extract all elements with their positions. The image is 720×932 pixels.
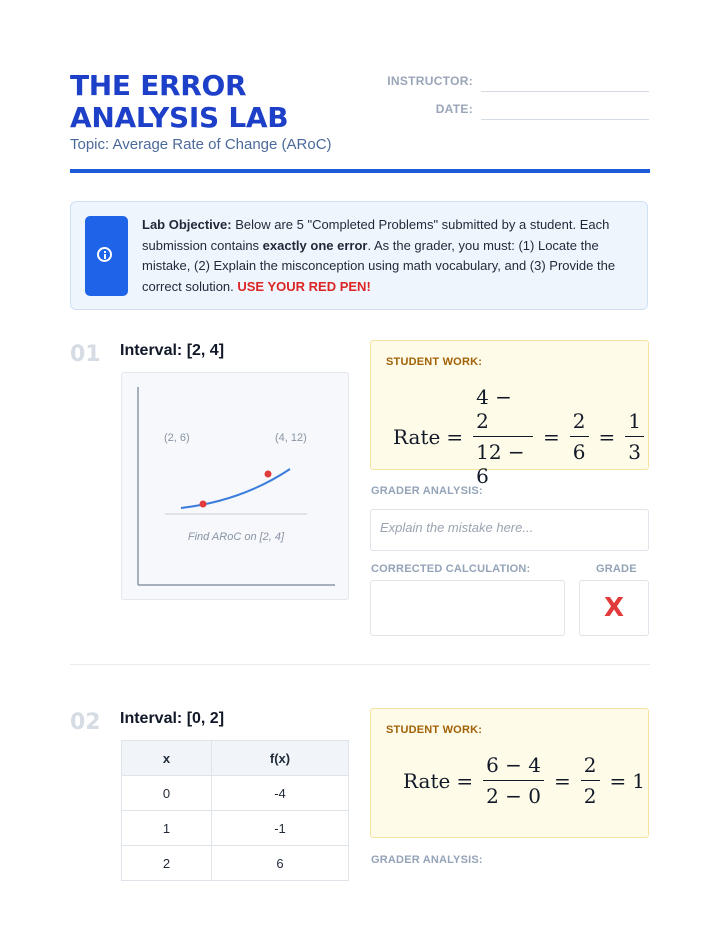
date-field[interactable] [481,119,649,120]
table-row [122,846,349,881]
table-cell: 0 [122,776,212,811]
eq-fraction-2 [570,409,589,464]
problem-divider [70,664,650,665]
eq-fraction-1 [483,753,544,808]
grader-analysis-label: GRADER ANALYSIS: [371,485,483,497]
eq-f1-denominator: 2 − 0 [483,780,544,808]
eq-lhs: Rate [393,424,441,449]
student-work-box [370,708,649,838]
point-a-label: (2, 6) [164,432,190,444]
table-header-x: x [122,741,212,776]
eq-sign: = [456,768,474,793]
function-table [121,740,349,881]
point-a [200,501,207,508]
eq-f2-denominator: 6 [570,436,589,464]
table-cell: -1 [212,811,349,846]
eq-fraction-2 [581,753,600,808]
graph-card [121,372,349,600]
eq-lhs: Rate [403,768,451,793]
instructor-field[interactable] [481,91,649,92]
eq-result: 1 [632,768,646,793]
table-cell: 6 [212,846,349,881]
eq-sign: = [609,768,627,793]
date-label: DATE: [435,102,473,116]
grader-analysis-input[interactable] [370,509,649,551]
student-equation [403,753,645,808]
table-header-row [122,741,349,776]
grader-analysis-label: GRADER ANALYSIS: [371,854,483,866]
problem-interval: Interval: [0, 2] [120,710,225,727]
grade-box[interactable] [579,580,649,636]
objective-lead: Lab Objective: [142,217,232,232]
student-work-label: STUDENT WORK: [386,356,483,368]
table-cell: -4 [212,776,349,811]
eq-fraction-3 [625,409,644,464]
eq-sign: = [598,424,616,449]
graph-caption: Find ARoC on [2, 4] [187,531,285,543]
eq-sign: = [446,424,464,449]
student-equation [393,385,648,488]
page-topic: Topic: Average Rate of Change (ARoC) [70,136,332,153]
eq-f1-denominator: 12 − 6 [473,436,533,488]
problem-interval: Interval: [2, 4] [120,342,225,359]
point-b [265,471,272,478]
eq-sign: = [554,768,571,793]
grade-x-mark: X [603,593,625,623]
header-divider [70,169,650,173]
objective-text-2: . As the grader, you must: (1) Locate the mistake, (2) Explain the misconception using math vocabulary, and (3) Provide the correct solution. [142,237,616,294]
function-curve [181,469,290,508]
eq-f2-numerator: 2 [572,409,586,433]
problem-number: 02 [70,710,101,735]
eq-sign: = [543,424,560,449]
grader-analysis-placeholder: Explain the mistake here... [380,520,534,535]
corrected-calculation-input[interactable] [370,580,565,636]
info-icon-box [85,216,128,296]
point-b-label: (4, 12) [275,432,307,444]
table-cell: 2 [122,846,212,881]
objective-emphasis: USE YOUR RED PEN! [237,278,371,294]
info-icon [97,247,112,262]
problem-number: 01 [70,342,101,367]
objective-text-1: Below are 5 "Completed Problems" submitted by a student. Each submission contains [142,217,610,253]
student-work-box [370,340,649,488]
table-cell: 1 [122,811,212,846]
table-row [122,776,349,811]
eq-fraction-1 [473,385,533,488]
corrected-calculation-label: CORRECTED CALCULATION: [371,563,531,575]
eq-f1-numerator: 6 − 4 [486,753,542,777]
grade-label: GRADE [596,563,637,575]
student-work-label: STUDENT WORK: [386,724,483,736]
instructor-label: INSTRUCTOR: [387,74,473,88]
page-title: THE ERROR ANALYSIS LAB [70,69,289,134]
eq-f3-denominator: 3 [625,436,644,464]
objective-bold: exactly one error [262,237,368,253]
eq-f2-numerator: 2 [583,753,597,777]
objective-text [142,215,632,297]
table-row [122,811,349,846]
function-graph [122,373,350,601]
eq-f3-numerator: 1 [628,409,641,433]
eq-f1-numerator: 4 − 2 [476,385,512,433]
eq-f2-denominator: 2 [581,780,600,808]
table-header-fx: f(x) [212,741,349,776]
